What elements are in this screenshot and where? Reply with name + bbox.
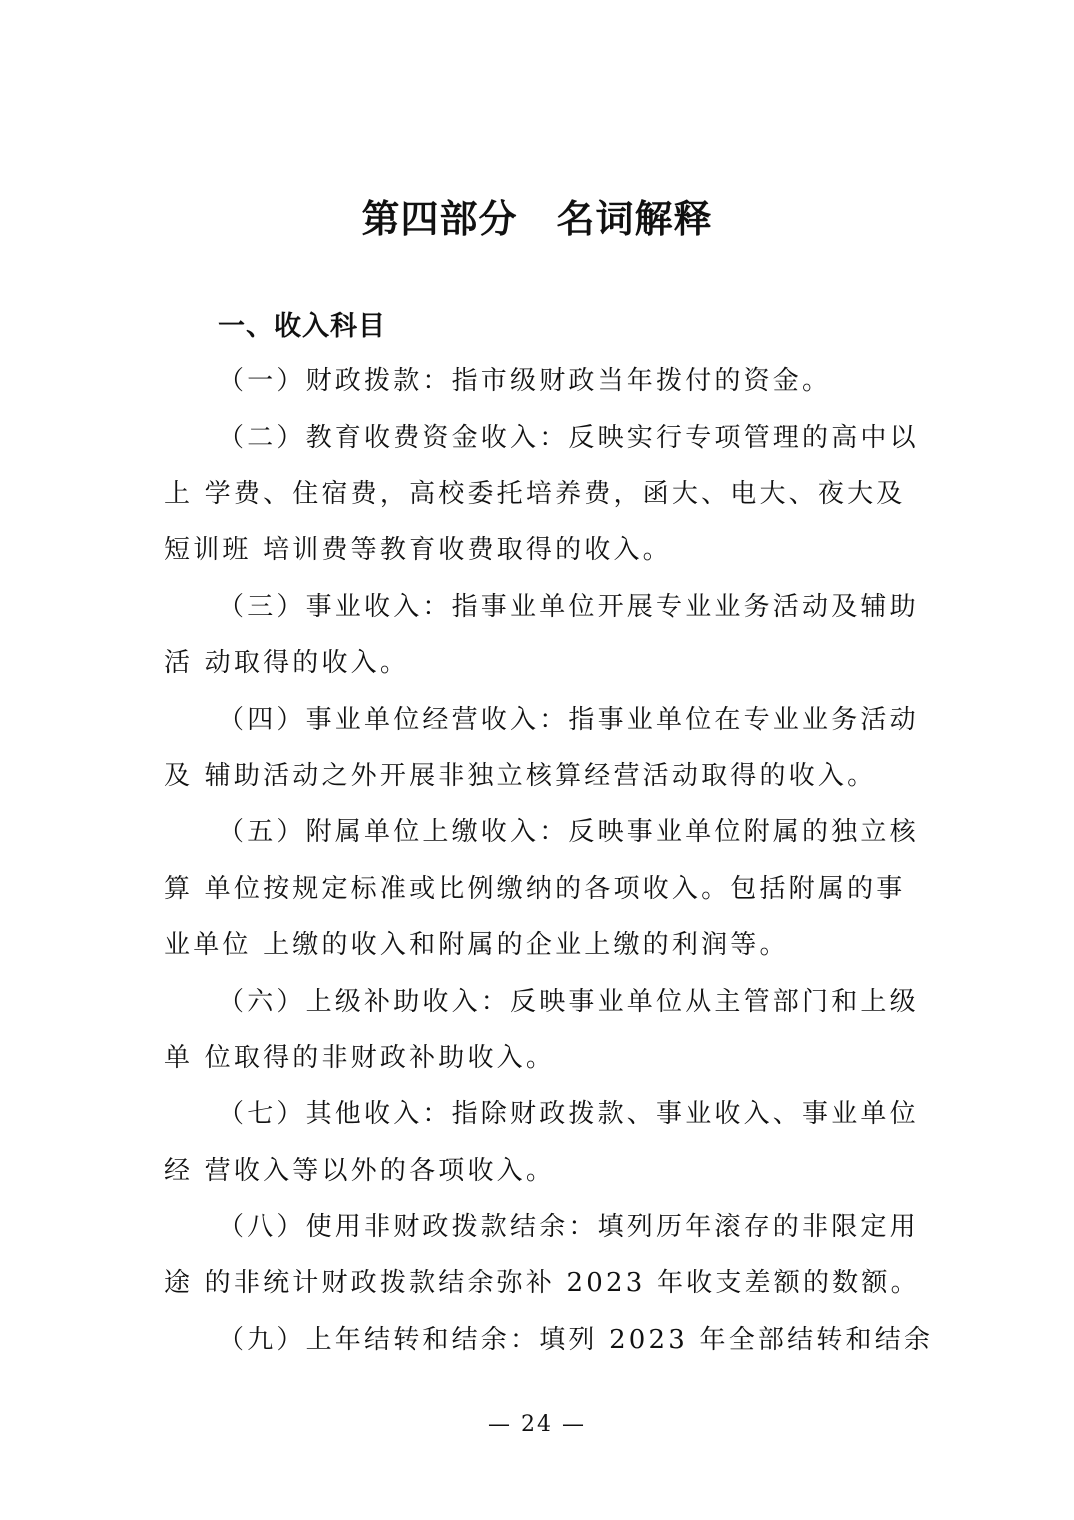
text-line: 途 的非统计财政拨款结余弥补 2023 年收支差额的数额。 — [164, 1268, 920, 1298]
text-line: 上 学费、住宿费，高校委托培养费，函大、电大、夜大及 — [164, 479, 906, 509]
section-heading: 一、收入科目 — [218, 311, 386, 342]
page-number: — 24 — — [488, 1412, 586, 1437]
text-line: （五）附属单位上缴收入：反映事业单位附属的独立核 — [218, 817, 919, 847]
text-line: 经 营收入等以外的各项收入。 — [164, 1156, 556, 1186]
text-line: 及 辅助活动之外开展非独立核算经营活动取得的收入。 — [164, 761, 877, 791]
text-line: （三）事业收入：指事业单位开展专业业务活动及辅助 — [218, 592, 919, 622]
text-line: （七）其他收入：指除财政拨款、事业收入、事业单位 — [218, 1099, 919, 1129]
text-line: 活 动取得的收入。 — [164, 648, 410, 678]
text-line: （二）教育收费资金收入：反映实行专项管理的高中以 — [218, 423, 919, 453]
text-line: （九）上年结转和结余：填列 2023 年全部结转和结余 — [218, 1325, 934, 1355]
text-line: （一）财政拨款：指市级财政当年拨付的资金。 — [218, 366, 832, 396]
text-line: 单 位取得的非财政补助收入。 — [164, 1043, 556, 1073]
text-line: 短训班 培训费等教育收费取得的收入。 — [164, 535, 672, 565]
text-line: 业单位 上缴的收入和附属的企业上缴的利润等。 — [164, 930, 789, 960]
text-line: （四）事业单位经营收入：指事业单位在专业业务活动 — [218, 705, 919, 735]
text-line: （八）使用非财政拨款结余：填列历年滚存的非限定用 — [218, 1212, 919, 1242]
text-line: （六）上级补助收入：反映事业单位从主管部门和上级 — [218, 987, 919, 1017]
page-title: 第四部分 名词解释 — [361, 197, 713, 241]
text-line: 算 单位按规定标准或比例缴纳的各项收入。包括附属的事 — [164, 874, 906, 904]
